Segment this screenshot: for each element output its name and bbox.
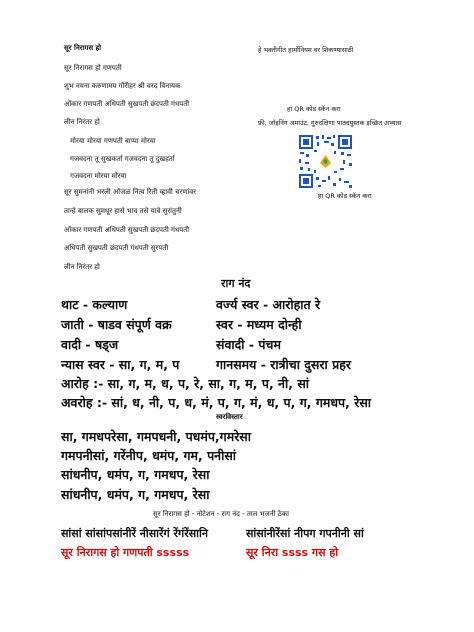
qr-code-icon[interactable] — [297, 133, 354, 190]
lyric-syllables-left: सूर निरागस हो गणपती sssss — [61, 546, 190, 559]
swarvistar-line: सांधनीप, धमंप, ग, गमधप, रेसा — [61, 467, 210, 482]
qr-label-top: हा QR कोड स्कॅन करा — [287, 105, 341, 113]
notation-line-right: सांसांनीरेंसां नीपग गपनीनी सां — [246, 527, 364, 540]
raag-info-right: वर्ज्य स्वर - आरोहात रे — [216, 297, 321, 312]
lyric-line: गजवदना मोरया मोरया — [70, 172, 127, 180]
harmonium-note: हे भक्तीगीत हार्मोनियम वर शिकण्यासाठी — [258, 46, 354, 54]
aaroh-line: आरोह :- सा, ग, म, ध, प, रे, सा, ग, म, प, नी, सां — [61, 376, 310, 391]
raag-info-left: न्यास स्वर - सा, ग, म, प — [61, 357, 180, 372]
raag-info-right: संवादी - पंचम — [216, 337, 281, 352]
swarvistar-line: सांधनीप, धमंप, ग, गमधप, रेसा — [61, 487, 210, 502]
raag-info-left: थाट - कल्याण — [61, 297, 128, 312]
song-title: सूर निरागस हो — [64, 44, 102, 52]
notation-title: सूर निरागस हो - नोटेशन - राग नंद - ताल भजनी ठेका — [153, 510, 289, 518]
lyric-line: ओंकार गणपती अधिपती सुखपती छंदपती गंधपती — [64, 100, 190, 108]
lyric-syllables-right: सूर निरा ssss गस हो — [246, 546, 339, 559]
raag-info-left: वादी - षड्ज — [61, 337, 119, 352]
raag-info-left: जाती - षाडव संपूर्ण वक्र — [61, 317, 172, 332]
lyric-line: सूर निरागस हो गणपती — [64, 64, 122, 72]
lyric-line: गजवदना तू सुखकर्ता गजवदना तू दुखहर्ता — [70, 155, 175, 163]
avaroh-line: अवरोह :- सां, ध, नी, प, ध, मं, प, ग, मं, ध, प, ग, गमधप, रेसा — [61, 395, 372, 410]
lyric-line: अधिपती सुखपती छंदपती गंधपती सुरपती — [64, 244, 169, 252]
raag-title: राग नंद — [221, 277, 251, 290]
qr-label-bottom: हा QR कोड स्कॅन करा — [318, 192, 372, 200]
lyric-line: तान्हे बालक सुमधूर हासे भाव तसे यावे सुरांतुनी — [64, 207, 182, 215]
lyric-line: शुभ नयना करुणामय गौरीहर श्री वरद विनायक — [64, 82, 181, 90]
swarvistar-title: स्वरविस्तार — [216, 413, 243, 421]
lyric-line: ओंकार गणपती अधिपती सुखपती छंदपती गंधपती — [64, 226, 190, 234]
raag-info-right: स्वर - मध्यम दोन्ही — [216, 317, 302, 332]
lyric-line: सूर सुमनांनी भरली ओंजळ नित्य रिती व्हावी चरणांवर — [64, 188, 196, 196]
lyric-line: मोरया मोरया गणपती बाप्पा मोरया — [70, 137, 156, 145]
swarvistar-line: सा, गमधपरेसा, गमपधनी, पधमंप,गमरेसा — [61, 429, 251, 444]
lyric-line: लीन निरंतर हो — [64, 118, 100, 126]
qr-description: फ्री, जॉइनिंग अमाउंट, गुरुदक्षिणा पाठ्यपुस्तक इच्छित अभ्यास — [258, 119, 402, 127]
raag-info-right: गानसमय - रात्रीचा दुसरा प्रहर — [216, 357, 351, 372]
notation-line-left: सांसां सांसांपसांनीरें नीसारेंगं रेंगंरेंसानि — [61, 527, 208, 540]
swarvistar-line: गमपनीसां, गरेंनीप, धमंप, गम, पनीसां — [61, 448, 237, 463]
lyric-line: लीन निरंतर हो — [64, 263, 100, 271]
